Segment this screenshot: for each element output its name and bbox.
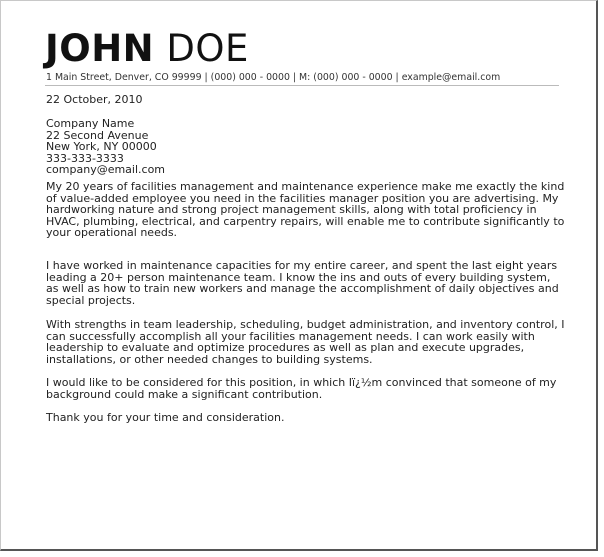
first-name: JOHN [45, 27, 155, 70]
letter-date: 22 October, 2010 [46, 93, 143, 106]
recipient-company: Company Name [46, 117, 135, 130]
recipient-phone: 333-333-3333 [46, 151, 124, 165]
body-paragraph-3: With strengths in team leadership, scheduling, budget administration, and inventory control, I can successfully accomplish all your facilities management needs. I can work easily with leadership to evaluate and optimize procedures as well as plan and execute upgrades, installations, or other needed changes to building systems. [46, 318, 565, 366]
body-paragraph-4: I would like to be considered for this position, in which Iï¿½m convinced that someone of my background could make a significant contribution. [46, 376, 557, 401]
applicant-name [45, 27, 249, 71]
contact-line: 1 Main Street, Denver, CO 99999 | (000) 000 - 0000 | M: (000) 000 - 0000 | example@email.com [46, 72, 501, 83]
body-paragraph-1: My 20 years of facilities management and maintenance experience make me exactly the kind of value-added employee you need in the facilities manager position you are advertising. My hardworking nature and strong project management skills, along with total proficiency in HVAC, plumbing, electrical, and carpentry repairs, will enable me to contribute significantly to your operational needs. [46, 180, 565, 240]
closing-paragraph: Thank you for your time and consideration. [46, 411, 285, 424]
recipient-email: company@email.com [46, 163, 166, 177]
last-name: DOE [166, 27, 249, 70]
recipient-address [46, 118, 566, 176]
recipient-city: New York, NY 00000 [46, 140, 157, 154]
body-paragraph-2: I have worked in maintenance capacities for my entire career, and spent the last eight years leading a 20+ person maintenance team. I know the ins and outs of every building system, as well as how to train new workers and manage the accomplishment of daily objectives and special projects. [46, 259, 559, 307]
header-divider [45, 85, 559, 86]
recipient-street: 22 Second Avenue [46, 128, 149, 142]
